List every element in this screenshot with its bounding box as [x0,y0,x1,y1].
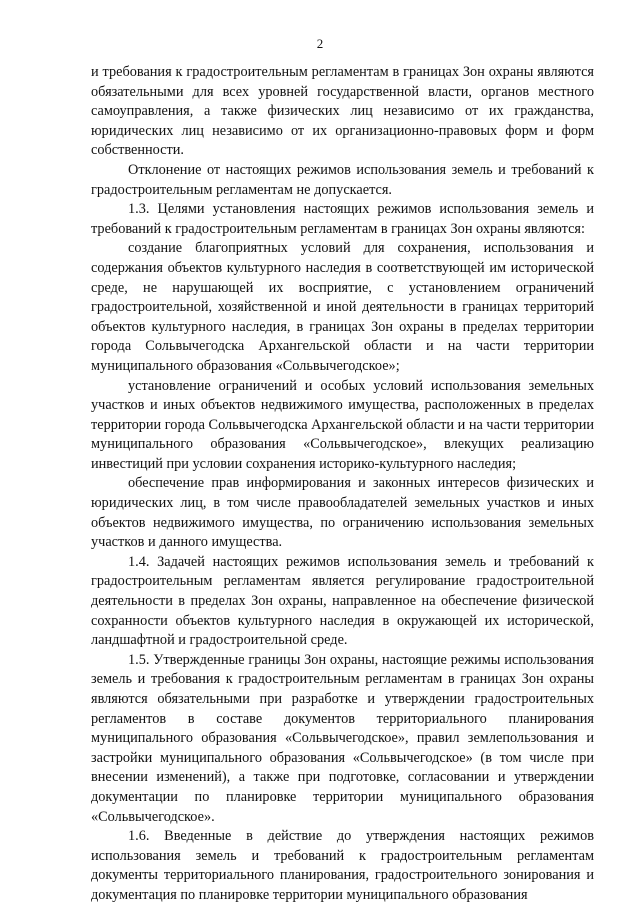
paragraph-deviation: Отклонение от настоящих режимов использования земель и требований к градостроительным регламентам не допускается. [91,161,594,198]
paragraph-1-6-documents: 1.6. Введенные в действие до утверждения настоящих режимов использования земель и требований к градостроительным регламентам документы территориального планирования, градостроительного зонирования и документация по планировке территории муниципального образования [91,828,594,903]
paragraph-goal-rights: обеспечение прав информирования и законных интересов физических и юридических лиц, в том числе правообладателей земельных участков и иных объектов недвижимого имущества, по ограничению использования земельных участков и данного имущества. [91,475,594,551]
document-body [91,63,594,906]
paragraph-1-3-goals: 1.3. Целями установления настоящих режимов использования земель и требований к градостроительным регламентам в границах Зон охраны являются: [91,201,594,237]
paragraph-1-4-task: 1.4. Задачей настоящих режимов использования земель и требований к градостроительным регламентам является регулирование градостроительной деятельности в пределах Зон охраны, направленное на обеспечение физической сохранности объектов культурного наследия в окружающей их исторической, ландшафтной и градостроительной среде. [91,553,594,649]
paragraph-continuation: и требования к градостроительным регламентам в границах Зон охраны являются обязательными для всех уровней государственной власти, органов местного самоуправления, а также физических лиц независимо от их гражданства, юридических лиц независимо от их организационно-правовых форм и форм собственности. [91,64,594,159]
paragraph-goal-conditions: создание благоприятных условий для сохранения, использования и содержания объектов культурного наследия в соответствующей им исторической среде, не нарушающей их восприятие, с установлением ограничений градостроительной, хозяйственной и иной деятельности в границах территорий объектов культурного наследия, в границах Зон охраны в пределах территории города Сольвычегодска Архангельской области и на части территории муниципального образования «Сольвычегодское»; [91,240,594,374]
paragraph-1-5-boundaries: 1.5. Утвержденные границы Зон охраны, настоящие режимы использования земель и требования к градостроительным регламентам в границах Зон охраны являются обязательными при разработке и утверждении градостроительных регламентов в составе документов территориального планирования муниципального образования «Сольвычегодское», правил землепользования и застройки муниципального образования «Сольвычегодское» (в том числе при внесении изменений), а также при подготовке, согласовании и утверждении документации по планировке территории муниципального образования «Сольвычегодское». [91,651,594,825]
paragraph-goal-restrictions: установление ограничений и особых условий использования земельных участков и иных объектов недвижимого имущества, расположенных в пределах территории города Сольвычегодска Архангельской области и на части территории муниципального образования «Сольвычегодское», влекущих реализацию инвестиций при условии сохранения историко-культурного наследия; [91,377,594,472]
page-number: 2 [316,36,324,51]
